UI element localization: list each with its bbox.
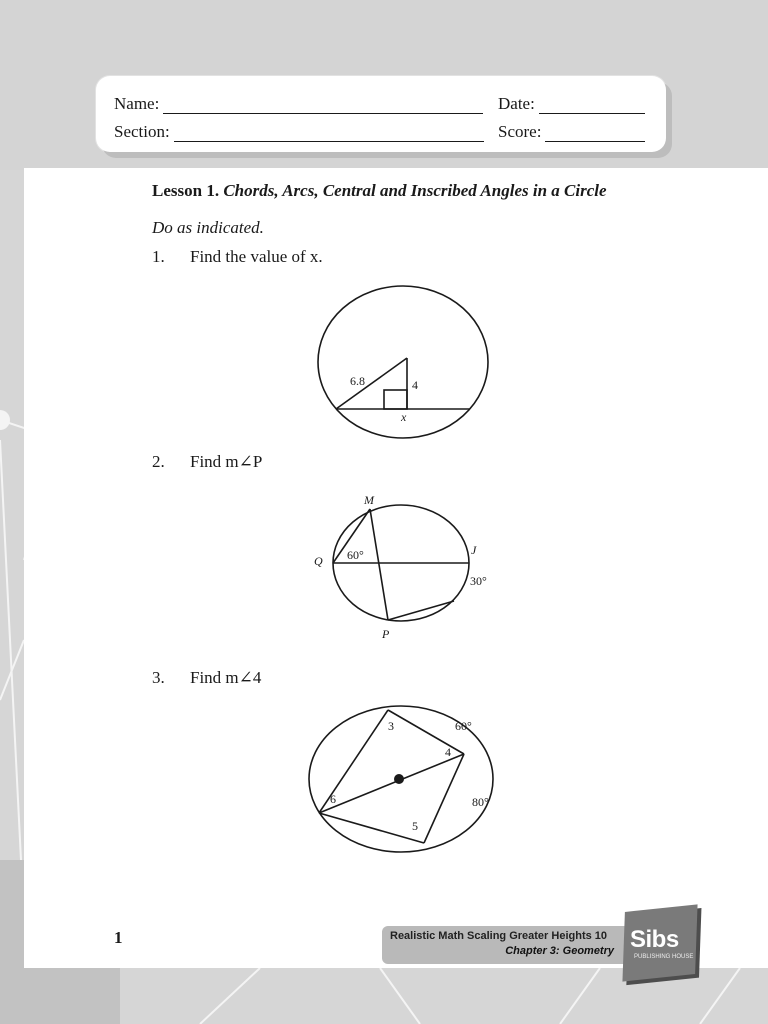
question-text: Find m∠P xyxy=(190,452,263,471)
student-info-card xyxy=(96,76,666,152)
right-angle-mark xyxy=(384,390,407,409)
section-field[interactable] xyxy=(114,122,484,142)
section-line[interactable] xyxy=(174,128,484,142)
question-text: Find the value of x. xyxy=(190,247,323,266)
date-label: Date: xyxy=(498,94,535,113)
question-number: 3. xyxy=(152,668,165,687)
label-angle-3: 3 xyxy=(388,719,394,733)
label-angle-4: 4 xyxy=(445,745,451,759)
question-text: Find m∠4 xyxy=(190,668,262,687)
name-line[interactable] xyxy=(163,100,483,114)
chapter-title: Chapter 3: Geometry xyxy=(505,945,614,957)
label-angle: 60° xyxy=(347,548,364,562)
label-p: P xyxy=(382,627,390,641)
question-number: 1. xyxy=(152,247,165,266)
label-arc-80: 80° xyxy=(472,795,489,809)
section-label: Section: xyxy=(114,122,170,141)
side-top xyxy=(388,710,464,754)
figure-3-inscribed-quadrilateral xyxy=(300,700,510,860)
center-point xyxy=(394,774,404,784)
score-field[interactable] xyxy=(498,122,645,142)
side-bottom xyxy=(319,813,424,843)
label-m: M xyxy=(364,493,374,507)
page-number: 1 xyxy=(114,928,123,947)
label-height: 4 xyxy=(412,378,418,392)
score-label: Score: xyxy=(498,122,542,141)
name-field[interactable] xyxy=(114,94,483,114)
score-line[interactable] xyxy=(545,128,645,142)
date-field[interactable] xyxy=(498,94,645,114)
instruction-text: Do as indicated. xyxy=(152,218,264,237)
label-angle-5: 5 xyxy=(412,819,418,833)
chord-mp xyxy=(370,509,388,620)
publisher-logo xyxy=(618,904,702,986)
label-angle-6: 6 xyxy=(330,792,336,806)
label-hypotenuse: 6.8 xyxy=(350,374,365,388)
lesson-title xyxy=(152,181,607,201)
question-number: 2. xyxy=(152,452,165,471)
figure-2-inscribed-angle xyxy=(300,488,510,648)
lesson-number: Lesson 1. xyxy=(152,181,220,200)
logo-brand: Sibs xyxy=(630,926,679,953)
label-arc: 30° xyxy=(470,574,487,588)
hypotenuse xyxy=(336,358,407,409)
label-base: x xyxy=(401,410,407,424)
label-q: Q xyxy=(314,554,323,568)
logo-subtitle: PUBLISHING HOUSE xyxy=(634,954,694,960)
label-j: J xyxy=(471,543,477,557)
book-title: Realistic Math Scaling Greater Heights 10 xyxy=(390,930,608,942)
date-line[interactable] xyxy=(539,100,645,114)
name-label: Name: xyxy=(114,94,160,113)
figure-1-circle-chord xyxy=(300,282,500,447)
lesson-name: Chords, Arcs, Central and Inscribed Angles in a Circle xyxy=(223,181,607,200)
label-arc-60: 60° xyxy=(455,719,472,733)
chord-p-arc xyxy=(388,601,454,620)
